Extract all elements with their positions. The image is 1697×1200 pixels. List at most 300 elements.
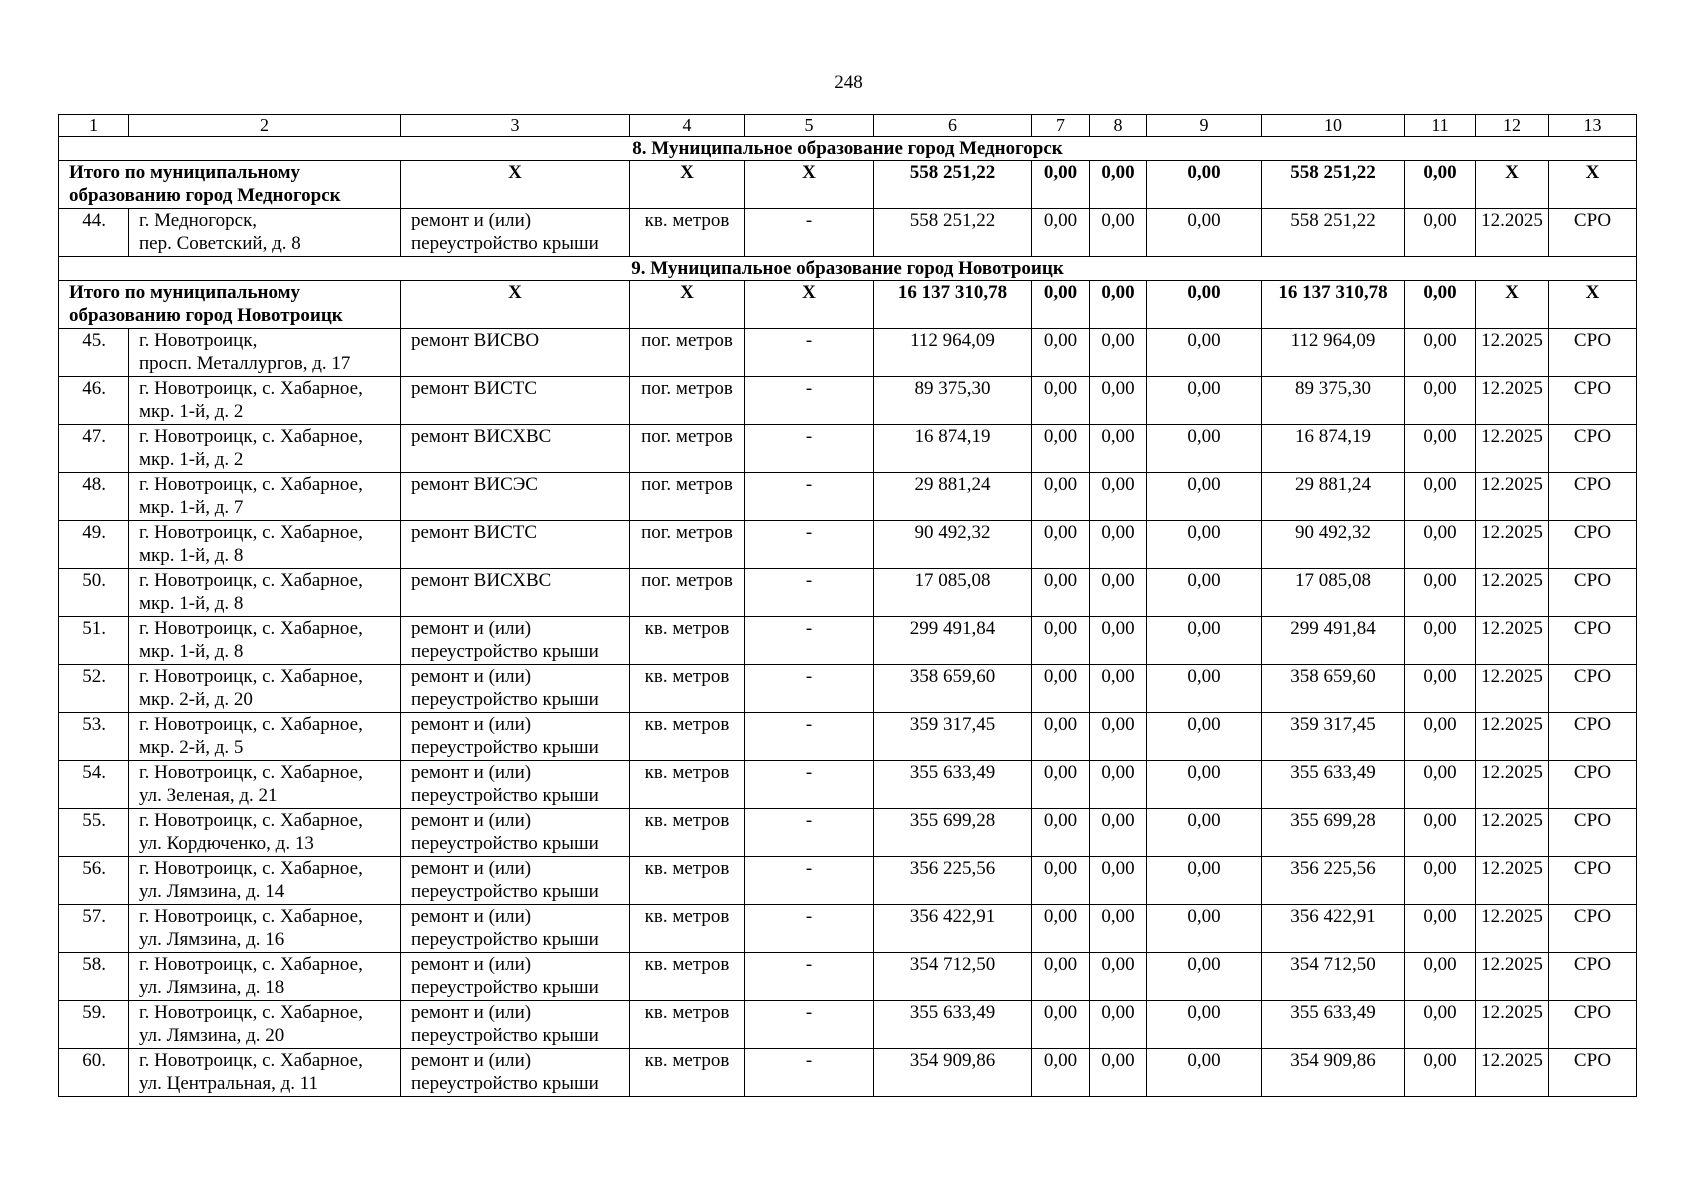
cost-total-cell: 90 492,32	[874, 521, 1032, 569]
cell-line: ремонт и (или)	[411, 666, 532, 687]
cell-line: ремонт ВИСЭС	[411, 474, 538, 495]
cost-col11-cell: 0,00	[1405, 953, 1476, 1001]
cost-col11-cell: 0,00	[1405, 857, 1476, 905]
cost-total-cell: 558 251,22	[874, 209, 1032, 257]
cost-col11-cell: 0,00	[1405, 1001, 1476, 1049]
total-c6: 558 251,22	[874, 161, 1032, 209]
cost-col10-cell: 354 712,50	[1262, 953, 1405, 1001]
cost-col9-cell: 0,00	[1147, 473, 1262, 521]
cost-col9-cell: 0,00	[1147, 425, 1262, 473]
cost-col11-cell: 0,00	[1405, 209, 1476, 257]
total-c13: X	[1549, 161, 1637, 209]
work-type-cell	[401, 209, 630, 257]
cell-line: переустройство крыши	[411, 929, 599, 950]
cell-line: мкр. 1-й, д. 2	[139, 449, 244, 470]
cost-col7-cell: 0,00	[1032, 1049, 1090, 1097]
row-number: 46.	[59, 377, 129, 425]
cell-line: г. Новотроицк, с. Хабарное,	[139, 954, 363, 975]
address-cell	[129, 905, 401, 953]
cost-col7-cell: 0,00	[1032, 209, 1090, 257]
cost-col10-cell: 299 491,84	[1262, 617, 1405, 665]
cell-line: ремонт и (или)	[411, 810, 532, 831]
total-c9: 0,00	[1147, 281, 1262, 329]
cell-line: переустройство крыши	[411, 689, 599, 710]
work-type-cell	[401, 425, 630, 473]
row-number: 53.	[59, 713, 129, 761]
cost-col7-cell: 0,00	[1032, 857, 1090, 905]
method-cell: СРО	[1549, 521, 1637, 569]
method-cell: СРО	[1549, 473, 1637, 521]
cell-line: ул. Лямзина, д. 18	[139, 977, 285, 998]
cost-col7-cell: 0,00	[1032, 953, 1090, 1001]
address-cell	[129, 569, 401, 617]
cost-col7-cell: 0,00	[1032, 329, 1090, 377]
work-type-cell	[401, 713, 630, 761]
method-cell: СРО	[1549, 1001, 1637, 1049]
unit-cell: пог. метров	[630, 521, 745, 569]
cell-line: ул. Кордюченко, д. 13	[139, 833, 314, 854]
total-c10: 16 137 310,78	[1262, 281, 1405, 329]
row-number: 54.	[59, 761, 129, 809]
table-row	[59, 953, 1637, 1001]
method-cell: СРО	[1549, 617, 1637, 665]
address-cell	[129, 809, 401, 857]
cost-col10-cell: 356 422,91	[1262, 905, 1405, 953]
row-number: 59.	[59, 1001, 129, 1049]
cell-line: г. Новотроицк,	[139, 330, 258, 351]
cost-col7-cell: 0,00	[1032, 809, 1090, 857]
cost-col10-cell: 356 225,56	[1262, 857, 1405, 905]
total-c12: X	[1476, 161, 1549, 209]
work-type-cell	[401, 569, 630, 617]
volume-cell: -	[745, 761, 874, 809]
method-cell: СРО	[1549, 569, 1637, 617]
cost-col10-cell: 89 375,30	[1262, 377, 1405, 425]
volume-cell: -	[745, 425, 874, 473]
work-type-cell	[401, 521, 630, 569]
volume-cell: -	[745, 1001, 874, 1049]
total-c7: 0,00	[1032, 281, 1090, 329]
table-body	[59, 115, 1637, 1097]
cost-total-cell: 354 712,50	[874, 953, 1032, 1001]
table-row	[59, 617, 1637, 665]
section-total-row	[59, 161, 1637, 209]
cell-line: переустройство крыши	[411, 1073, 599, 1094]
row-number: 52.	[59, 665, 129, 713]
cost-col8-cell: 0,00	[1090, 761, 1147, 809]
cell-line: ремонт ВИСТС	[411, 522, 538, 543]
cost-col8-cell: 0,00	[1090, 425, 1147, 473]
unit-cell: кв. метров	[630, 761, 745, 809]
cell-line: ремонт и (или)	[411, 210, 532, 231]
cost-col8-cell: 0,00	[1090, 617, 1147, 665]
cell-line: переустройство крыши	[411, 833, 599, 854]
cost-col11-cell: 0,00	[1405, 617, 1476, 665]
total-c10: 558 251,22	[1262, 161, 1405, 209]
cost-total-cell: 89 375,30	[874, 377, 1032, 425]
total-c8: 0,00	[1090, 161, 1147, 209]
capital-repair-table	[58, 114, 1637, 1097]
cost-total-cell: 355 633,49	[874, 1001, 1032, 1049]
cost-col9-cell: 0,00	[1147, 713, 1262, 761]
unit-cell: кв. метров	[630, 617, 745, 665]
column-number: 6	[874, 115, 1032, 137]
total-c7: 0,00	[1032, 161, 1090, 209]
deadline-cell: 12.2025	[1476, 377, 1549, 425]
cost-col9-cell: 0,00	[1147, 953, 1262, 1001]
volume-cell: -	[745, 953, 874, 1001]
deadline-cell: 12.2025	[1476, 857, 1549, 905]
table-row	[59, 569, 1637, 617]
cost-col9-cell: 0,00	[1147, 809, 1262, 857]
cost-total-cell: 29 881,24	[874, 473, 1032, 521]
cost-col7-cell: 0,00	[1032, 473, 1090, 521]
cost-col10-cell: 90 492,32	[1262, 521, 1405, 569]
cell-line: образованию город Новотроицк	[69, 305, 343, 326]
cost-col10-cell: 355 699,28	[1262, 809, 1405, 857]
column-number-row	[59, 115, 1637, 137]
cell-line: г. Новотроицк, с. Хабарное,	[139, 762, 363, 783]
cost-col10-cell: 354 909,86	[1262, 1049, 1405, 1097]
deadline-cell: 12.2025	[1476, 617, 1549, 665]
cost-col7-cell: 0,00	[1032, 425, 1090, 473]
unit-cell: пог. метров	[630, 425, 745, 473]
deadline-cell: 12.2025	[1476, 425, 1549, 473]
row-number: 48.	[59, 473, 129, 521]
section-title: 8. Муниципальное образование город Медногорск	[59, 137, 1637, 161]
volume-cell: -	[745, 521, 874, 569]
work-type-cell	[401, 953, 630, 1001]
address-cell	[129, 377, 401, 425]
method-cell: СРО	[1549, 425, 1637, 473]
cost-col10-cell: 355 633,49	[1262, 1001, 1405, 1049]
cell-line: г. Новотроицк, с. Хабарное,	[139, 810, 363, 831]
cell-line: г. Новотроицк, с. Хабарное,	[139, 714, 363, 735]
method-cell: СРО	[1549, 377, 1637, 425]
cost-col11-cell: 0,00	[1405, 425, 1476, 473]
cell-line: г. Новотроицк, с. Хабарное,	[139, 618, 363, 639]
cost-col9-cell: 0,00	[1147, 665, 1262, 713]
deadline-cell: 12.2025	[1476, 953, 1549, 1001]
work-type-cell	[401, 857, 630, 905]
unit-cell: кв. метров	[630, 953, 745, 1001]
cell-line: просп. Металлургов, д. 17	[139, 353, 351, 374]
cost-col10-cell: 29 881,24	[1262, 473, 1405, 521]
method-cell: СРО	[1549, 329, 1637, 377]
cell-line: г. Новотроицк, с. Хабарное,	[139, 426, 363, 447]
volume-cell: -	[745, 713, 874, 761]
cost-col11-cell: 0,00	[1405, 473, 1476, 521]
cost-total-cell: 354 909,86	[874, 1049, 1032, 1097]
table-row	[59, 905, 1637, 953]
table-row	[59, 1049, 1637, 1097]
cost-total-cell: 16 874,19	[874, 425, 1032, 473]
cost-total-cell: 355 699,28	[874, 809, 1032, 857]
cell-line: ремонт и (или)	[411, 618, 532, 639]
cell-line: мкр. 1-й, д. 8	[139, 545, 244, 566]
row-number: 50.	[59, 569, 129, 617]
table-row	[59, 665, 1637, 713]
cost-col11-cell: 0,00	[1405, 809, 1476, 857]
cell-line: мкр. 1-й, д. 8	[139, 641, 244, 662]
volume-cell: -	[745, 329, 874, 377]
address-cell	[129, 1049, 401, 1097]
total-c3: X	[401, 161, 630, 209]
cell-line: г. Новотроицк, с. Хабарное,	[139, 1002, 363, 1023]
method-cell: СРО	[1549, 809, 1637, 857]
column-number: 5	[745, 115, 874, 137]
cell-line: переустройство крыши	[411, 785, 599, 806]
address-cell	[129, 473, 401, 521]
unit-cell: пог. метров	[630, 329, 745, 377]
unit-cell: пог. метров	[630, 473, 745, 521]
section-title: 9. Муниципальное образование город Новотроицк	[59, 257, 1637, 281]
cost-col11-cell: 0,00	[1405, 761, 1476, 809]
method-cell: СРО	[1549, 953, 1637, 1001]
cell-line: ул. Центральная, д. 11	[139, 1073, 319, 1094]
table-row	[59, 809, 1637, 857]
cell-line: мкр. 1-й, д. 7	[139, 497, 244, 518]
cost-col8-cell: 0,00	[1090, 905, 1147, 953]
method-cell: СРО	[1549, 761, 1637, 809]
method-cell: СРО	[1549, 1049, 1637, 1097]
row-number: 58.	[59, 953, 129, 1001]
total-label	[59, 281, 401, 329]
cost-col8-cell: 0,00	[1090, 569, 1147, 617]
unit-cell: кв. метров	[630, 809, 745, 857]
cell-line: г. Медногорск,	[139, 210, 258, 231]
total-c11: 0,00	[1405, 161, 1476, 209]
address-cell	[129, 953, 401, 1001]
cell-line: мкр. 1-й, д. 2	[139, 401, 244, 422]
cell-line: ремонт и (или)	[411, 858, 532, 879]
method-cell: СРО	[1549, 665, 1637, 713]
column-number: 11	[1405, 115, 1476, 137]
cost-col7-cell: 0,00	[1032, 905, 1090, 953]
cost-col7-cell: 0,00	[1032, 377, 1090, 425]
cell-line: пер. Советский, д. 8	[139, 233, 301, 254]
cost-col11-cell: 0,00	[1405, 329, 1476, 377]
cost-col9-cell: 0,00	[1147, 569, 1262, 617]
total-c11: 0,00	[1405, 281, 1476, 329]
address-cell	[129, 425, 401, 473]
method-cell: СРО	[1549, 857, 1637, 905]
address-cell	[129, 713, 401, 761]
cost-total-cell: 358 659,60	[874, 665, 1032, 713]
column-number: 8	[1090, 115, 1147, 137]
cost-col9-cell: 0,00	[1147, 1049, 1262, 1097]
cost-col11-cell: 0,00	[1405, 1049, 1476, 1097]
cell-line: переустройство крыши	[411, 881, 599, 902]
cost-col11-cell: 0,00	[1405, 377, 1476, 425]
row-number: 45.	[59, 329, 129, 377]
cell-line: ремонт и (или)	[411, 954, 532, 975]
total-c4: X	[630, 281, 745, 329]
cost-col11-cell: 0,00	[1405, 665, 1476, 713]
section-title-row	[59, 257, 1637, 281]
volume-cell: -	[745, 569, 874, 617]
cell-line: г. Новотроицк, с. Хабарное,	[139, 522, 363, 543]
cost-col11-cell: 0,00	[1405, 569, 1476, 617]
total-c3: X	[401, 281, 630, 329]
row-number: 44.	[59, 209, 129, 257]
unit-cell: кв. метров	[630, 1001, 745, 1049]
total-c6: 16 137 310,78	[874, 281, 1032, 329]
table-row	[59, 473, 1637, 521]
work-type-cell	[401, 377, 630, 425]
cost-col7-cell: 0,00	[1032, 521, 1090, 569]
deadline-cell: 12.2025	[1476, 329, 1549, 377]
volume-cell: -	[745, 905, 874, 953]
total-c12: X	[1476, 281, 1549, 329]
column-number: 13	[1549, 115, 1637, 137]
row-number: 51.	[59, 617, 129, 665]
address-cell	[129, 761, 401, 809]
section-total-row	[59, 281, 1637, 329]
column-number: 9	[1147, 115, 1262, 137]
volume-cell: -	[745, 209, 874, 257]
cell-line: г. Новотроицк, с. Хабарное,	[139, 1050, 363, 1071]
work-type-cell	[401, 665, 630, 713]
cost-col8-cell: 0,00	[1090, 809, 1147, 857]
table-row	[59, 329, 1637, 377]
cell-line: ремонт и (или)	[411, 714, 532, 735]
unit-cell: кв. метров	[630, 1049, 745, 1097]
deadline-cell: 12.2025	[1476, 473, 1549, 521]
deadline-cell: 12.2025	[1476, 521, 1549, 569]
address-cell	[129, 1001, 401, 1049]
column-number: 12	[1476, 115, 1549, 137]
cell-line: ремонт и (или)	[411, 1050, 532, 1071]
deadline-cell: 12.2025	[1476, 569, 1549, 617]
cost-col9-cell: 0,00	[1147, 521, 1262, 569]
cost-total-cell: 356 422,91	[874, 905, 1032, 953]
cost-col7-cell: 0,00	[1032, 665, 1090, 713]
cost-total-cell: 356 225,56	[874, 857, 1032, 905]
deadline-cell: 12.2025	[1476, 1001, 1549, 1049]
cost-col9-cell: 0,00	[1147, 761, 1262, 809]
work-type-cell	[401, 1001, 630, 1049]
unit-cell: кв. метров	[630, 905, 745, 953]
work-type-cell	[401, 1049, 630, 1097]
cell-line: ремонт и (или)	[411, 762, 532, 783]
work-type-cell	[401, 473, 630, 521]
cost-col7-cell: 0,00	[1032, 713, 1090, 761]
volume-cell: -	[745, 377, 874, 425]
unit-cell: кв. метров	[630, 209, 745, 257]
cell-line: г. Новотроицк, с. Хабарное,	[139, 858, 363, 879]
unit-cell: пог. метров	[630, 569, 745, 617]
cost-col9-cell: 0,00	[1147, 377, 1262, 425]
cost-col10-cell: 112 964,09	[1262, 329, 1405, 377]
cost-col8-cell: 0,00	[1090, 713, 1147, 761]
cell-line: Итого по муниципальному	[69, 162, 301, 183]
cost-total-cell: 112 964,09	[874, 329, 1032, 377]
cost-col8-cell: 0,00	[1090, 953, 1147, 1001]
cell-line: образованию город Медногорск	[69, 185, 341, 206]
cell-line: Итого по муниципальному	[69, 282, 301, 303]
address-cell	[129, 209, 401, 257]
method-cell: СРО	[1549, 713, 1637, 761]
cost-col9-cell: 0,00	[1147, 209, 1262, 257]
cost-col8-cell: 0,00	[1090, 329, 1147, 377]
cost-col10-cell: 17 085,08	[1262, 569, 1405, 617]
cost-col8-cell: 0,00	[1090, 1001, 1147, 1049]
cost-col9-cell: 0,00	[1147, 857, 1262, 905]
cost-col8-cell: 0,00	[1090, 1049, 1147, 1097]
work-type-cell	[401, 905, 630, 953]
column-number: 3	[401, 115, 630, 137]
cost-col11-cell: 0,00	[1405, 521, 1476, 569]
cell-line: ремонт ВИСВО	[411, 330, 540, 351]
cost-col8-cell: 0,00	[1090, 377, 1147, 425]
column-number: 1	[59, 115, 129, 137]
row-number: 49.	[59, 521, 129, 569]
work-type-cell	[401, 329, 630, 377]
address-cell	[129, 329, 401, 377]
cost-col10-cell: 355 633,49	[1262, 761, 1405, 809]
cell-line: переустройство крыши	[411, 641, 599, 662]
cell-line: г. Новотроицк, с. Хабарное,	[139, 906, 363, 927]
work-type-cell	[401, 761, 630, 809]
work-type-cell	[401, 617, 630, 665]
cell-line: ремонт и (или)	[411, 906, 532, 927]
cost-col8-cell: 0,00	[1090, 521, 1147, 569]
cost-col10-cell: 358 659,60	[1262, 665, 1405, 713]
cell-line: ремонт ВИСХВС	[411, 426, 552, 447]
cost-total-cell: 355 633,49	[874, 761, 1032, 809]
volume-cell: -	[745, 473, 874, 521]
page-number: 248	[834, 72, 863, 93]
deadline-cell: 12.2025	[1476, 809, 1549, 857]
cell-line: переустройство крыши	[411, 977, 599, 998]
cell-line: ул. Зеленая, д. 21	[139, 785, 278, 806]
cost-col9-cell: 0,00	[1147, 617, 1262, 665]
cell-line: ул. Лямзина, д. 16	[139, 929, 285, 950]
cell-line: г. Новотроицк, с. Хабарное,	[139, 474, 363, 495]
method-cell: СРО	[1549, 905, 1637, 953]
cost-col7-cell: 0,00	[1032, 761, 1090, 809]
row-number: 57.	[59, 905, 129, 953]
section-title-row	[59, 137, 1637, 161]
volume-cell: -	[745, 665, 874, 713]
address-cell	[129, 665, 401, 713]
volume-cell: -	[745, 1049, 874, 1097]
volume-cell: -	[745, 857, 874, 905]
cell-line: г. Новотроицк, с. Хабарное,	[139, 378, 363, 399]
cell-line: г. Новотроицк, с. Хабарное,	[139, 570, 363, 591]
column-number: 7	[1032, 115, 1090, 137]
address-cell	[129, 617, 401, 665]
cost-total-cell: 17 085,08	[874, 569, 1032, 617]
cost-col8-cell: 0,00	[1090, 209, 1147, 257]
cost-col10-cell: 16 874,19	[1262, 425, 1405, 473]
volume-cell: -	[745, 617, 874, 665]
total-c8: 0,00	[1090, 281, 1147, 329]
unit-cell: пог. метров	[630, 377, 745, 425]
cost-col7-cell: 0,00	[1032, 617, 1090, 665]
row-number: 56.	[59, 857, 129, 905]
unit-cell: кв. метров	[630, 713, 745, 761]
table-row	[59, 1001, 1637, 1049]
cost-total-cell: 299 491,84	[874, 617, 1032, 665]
table-row	[59, 209, 1637, 257]
cost-col10-cell: 359 317,45	[1262, 713, 1405, 761]
cell-line: мкр. 2-й, д. 20	[139, 689, 253, 710]
cost-col9-cell: 0,00	[1147, 1001, 1262, 1049]
cell-line: ремонт ВИСХВС	[411, 570, 552, 591]
column-number: 4	[630, 115, 745, 137]
